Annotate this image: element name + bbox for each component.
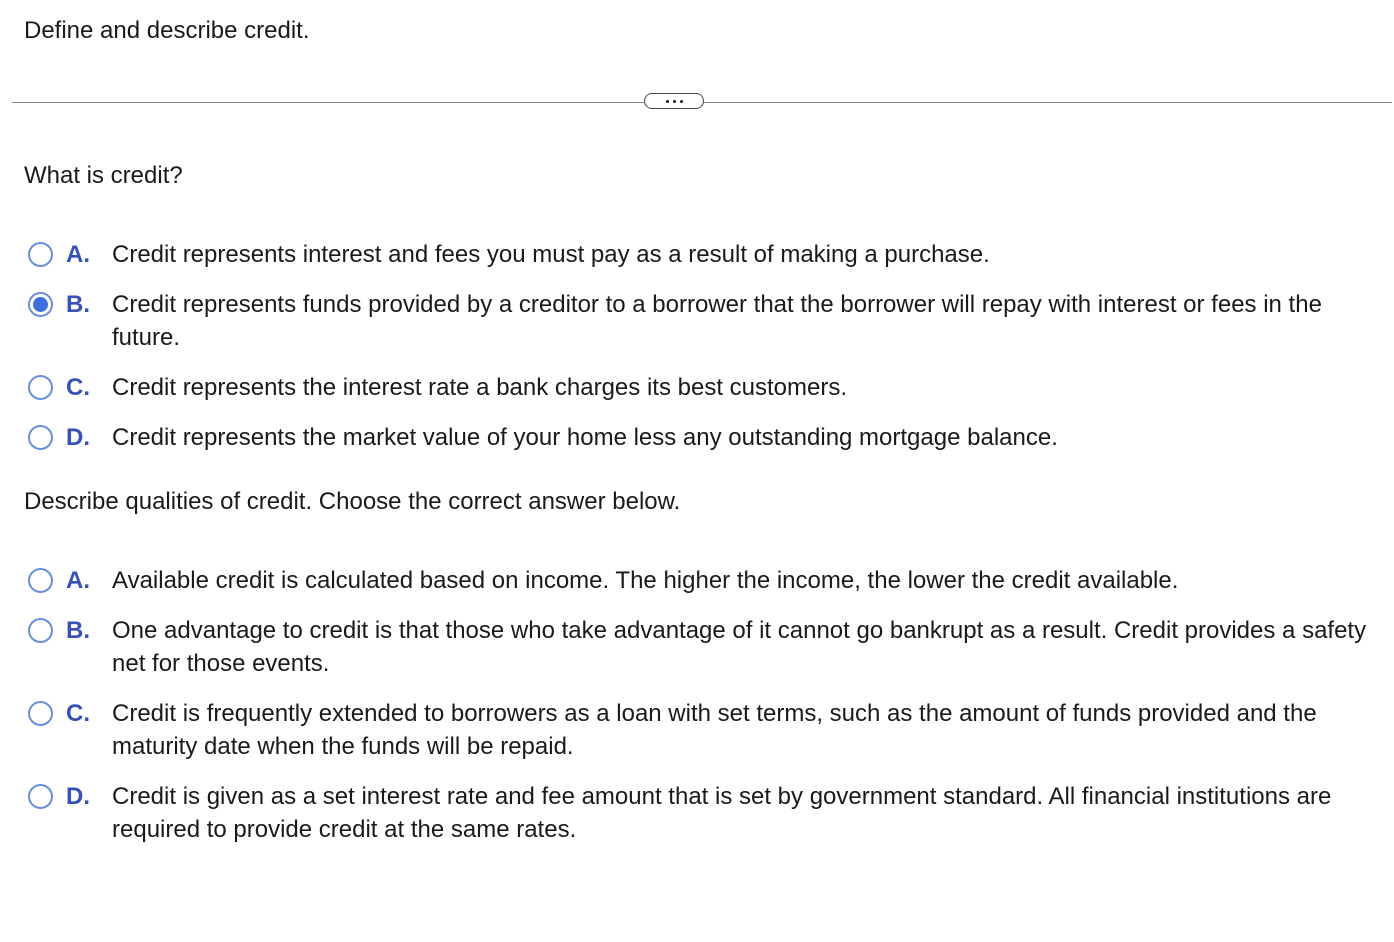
radio-button[interactable]	[28, 242, 53, 267]
radio-button-selected[interactable]	[28, 292, 53, 317]
radio-button[interactable]	[28, 701, 53, 726]
option-text: Credit represents the interest rate a bank charges its best customers.	[112, 374, 848, 401]
q1-option-c[interactable]	[28, 371, 1378, 404]
option-text: One advantage to credit is that those who take advantage of it cannot go bankrupt as a result. Credit provides a safety net for those events.	[112, 617, 1367, 677]
option-letter: B.	[66, 617, 90, 644]
question-2-text: Describe qualities of credit. Choose the correct answer below.	[24, 488, 681, 515]
question-1-text: What is credit?	[24, 162, 183, 189]
expand-more-button[interactable]	[644, 93, 704, 109]
ellipsis-icon	[673, 100, 676, 103]
option-text: Credit is given as a set interest rate and fee amount that is set by government standard. All financial institutions are required to provide credit at the same rates.	[112, 783, 1332, 843]
section-divider	[12, 92, 1392, 112]
option-letter: C.	[66, 374, 90, 401]
option-text: Credit represents the market value of your home less any outstanding mortgage balance.	[112, 424, 1058, 451]
ellipsis-icon	[680, 100, 683, 103]
option-letter: C.	[66, 700, 90, 727]
radio-button[interactable]	[28, 375, 53, 400]
option-letter: D.	[66, 424, 90, 451]
q2-option-d[interactable]	[28, 780, 1378, 846]
q2-option-b[interactable]	[28, 614, 1378, 680]
q1-option-a[interactable]	[28, 238, 1378, 271]
option-text: Available credit is calculated based on income. The higher the income, the lower the credit available.	[112, 567, 1179, 594]
option-text: Credit represents interest and fees you must pay as a result of making a purchase.	[112, 241, 990, 268]
option-letter: B.	[66, 291, 90, 318]
q2-option-c[interactable]	[28, 697, 1378, 763]
prompt-text: Define and describe credit.	[24, 17, 310, 44]
question-2-options	[28, 564, 1378, 863]
radio-button[interactable]	[28, 618, 53, 643]
radio-button[interactable]	[28, 425, 53, 450]
option-letter: A.	[66, 567, 90, 594]
option-text: Credit represents funds provided by a creditor to a borrower that the borrower will repay with interest or fees in the future.	[112, 291, 1322, 351]
q1-option-d[interactable]	[28, 421, 1378, 454]
q1-option-b[interactable]	[28, 288, 1378, 354]
radio-button[interactable]	[28, 568, 53, 593]
q2-option-a[interactable]	[28, 564, 1378, 597]
radio-button[interactable]	[28, 784, 53, 809]
option-letter: A.	[66, 241, 90, 268]
question-1-options	[28, 238, 1378, 471]
option-text: Credit is frequently extended to borrowers as a loan with set terms, such as the amount of funds provided and the maturity date when the funds will be repaid.	[112, 700, 1317, 760]
ellipsis-icon	[666, 100, 669, 103]
option-letter: D.	[66, 783, 90, 810]
